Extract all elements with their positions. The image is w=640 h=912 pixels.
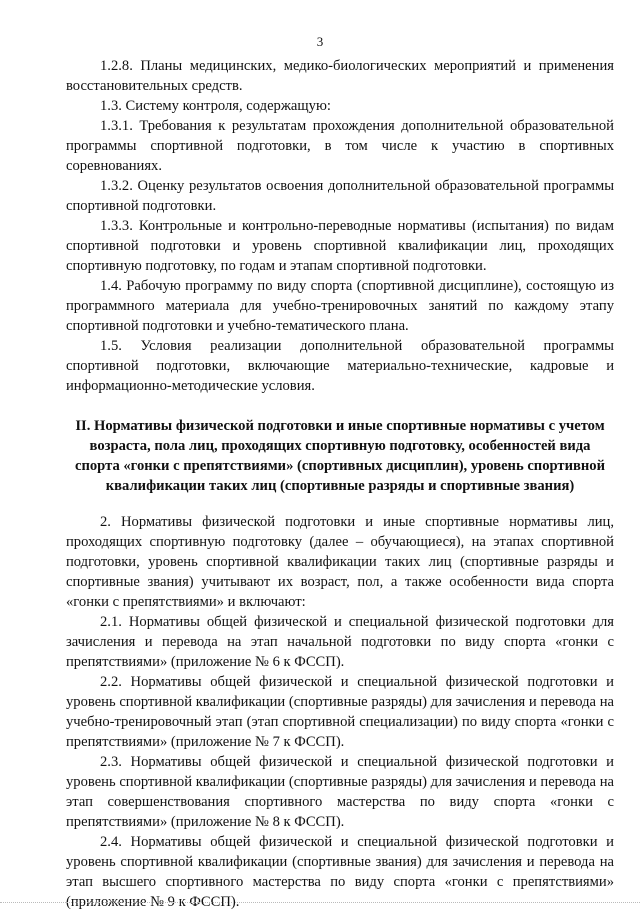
paragraph-2-2: 2.2. Нормативы общей физической и специальной физической подготовки и уровень спортивной квалификации (спортивные разряды) для зачисления и перевода на учебно-тренировочный этап (этап спортивной специализации) по виду спорта «гонки с препятствиями» (приложение № 7 к ФССП). [66, 674, 614, 750]
page-bottom-edge [0, 902, 640, 904]
paragraph-1-3-1: 1.3.1. Требования к результатам прохождения дополнительной образовательной программы спортивной подготовки, в том числе к участию в спортивных соревнованиях. [66, 118, 614, 174]
paragraph-1-4: 1.4. Рабочую программу по виду спорта (спортивной дисциплине), состоящую из программного материала для учебно-тренировочных занятий по каждому этапу спортивной подготовки и учебно-тематического плана. [66, 278, 614, 334]
paragraph-1-5: 1.5. Условия реализации дополнительной образовательной программы спортивной подготовки, включающие материально-технические, кадровые и информационно-методические условия. [66, 338, 614, 394]
paragraph-1-3-2: 1.3.2. Оценку результатов освоения дополнительной образовательной программы спортивной подготовки. [66, 178, 614, 214]
paragraph-1-2-8: 1.2.8. Планы медицинских, медико-биологических мероприятий и применения восстановительных средств. [66, 58, 614, 94]
paragraph-1-3-3: 1.3.3. Контрольные и контрольно-переводные нормативы (испытания) по видам спортивной подготовки и уровень спортивной квалификации лиц, проходящих спортивную подготовку, по годам и этапам спортивной подготовки. [66, 218, 614, 274]
paragraph-2-4: 2.4. Нормативы общей физической и специальной физической подготовки и уровень спортивной квалификации (спортивные звания) для зачисления и перевода на этап высшего спортивного мастерства по виду спорта «гонки с препятствиями» (приложение № 9 к ФССП). [66, 834, 614, 910]
paragraph-1-3: 1.3. Систему контроля, содержащую: [100, 98, 331, 114]
paragraph-2: 2. Нормативы физической подготовки и иные спортивные нормативы лиц, проходящих спортивную подготовку (далее – обучающиеся), на этапах спортивной подготовки, уровень спортивной квалификации таких лиц (спортивные разряды и спортивные звания) учитывают их возраст, пол, а также особенности вида спорта «гонки с препятствиями» и включают: [66, 514, 614, 610]
section-heading: II. Нормативы физической подготовки и иные спортивные нормативы с учетом возраста, пола лиц, проходящих спортивную подготовку, особенностей вида спорта «гонки с препятствиями» (спортивных дисциплин), уровень спортивной квалификации таких лиц (спортивные разряды и спортивные звания) [74, 418, 606, 494]
document-body [66, 56, 614, 912]
paragraph-2-3: 2.3. Нормативы общей физической и специальной физической подготовки и уровень спортивной квалификации (спортивные разряды) для зачисления и перевода на этап совершенствования спортивного мастерства по виду спорта «гонки с препятствиями» (приложение № 8 к ФССП). [66, 754, 614, 830]
paragraph-2-1: 2.1. Нормативы общей физической и специальной физической подготовки для зачисления и перевода на этап начальной подготовки по виду спорта «гонки с препятствиями» (приложение № 6 к ФССП). [66, 614, 614, 670]
page-number: 3 [316, 34, 324, 49]
